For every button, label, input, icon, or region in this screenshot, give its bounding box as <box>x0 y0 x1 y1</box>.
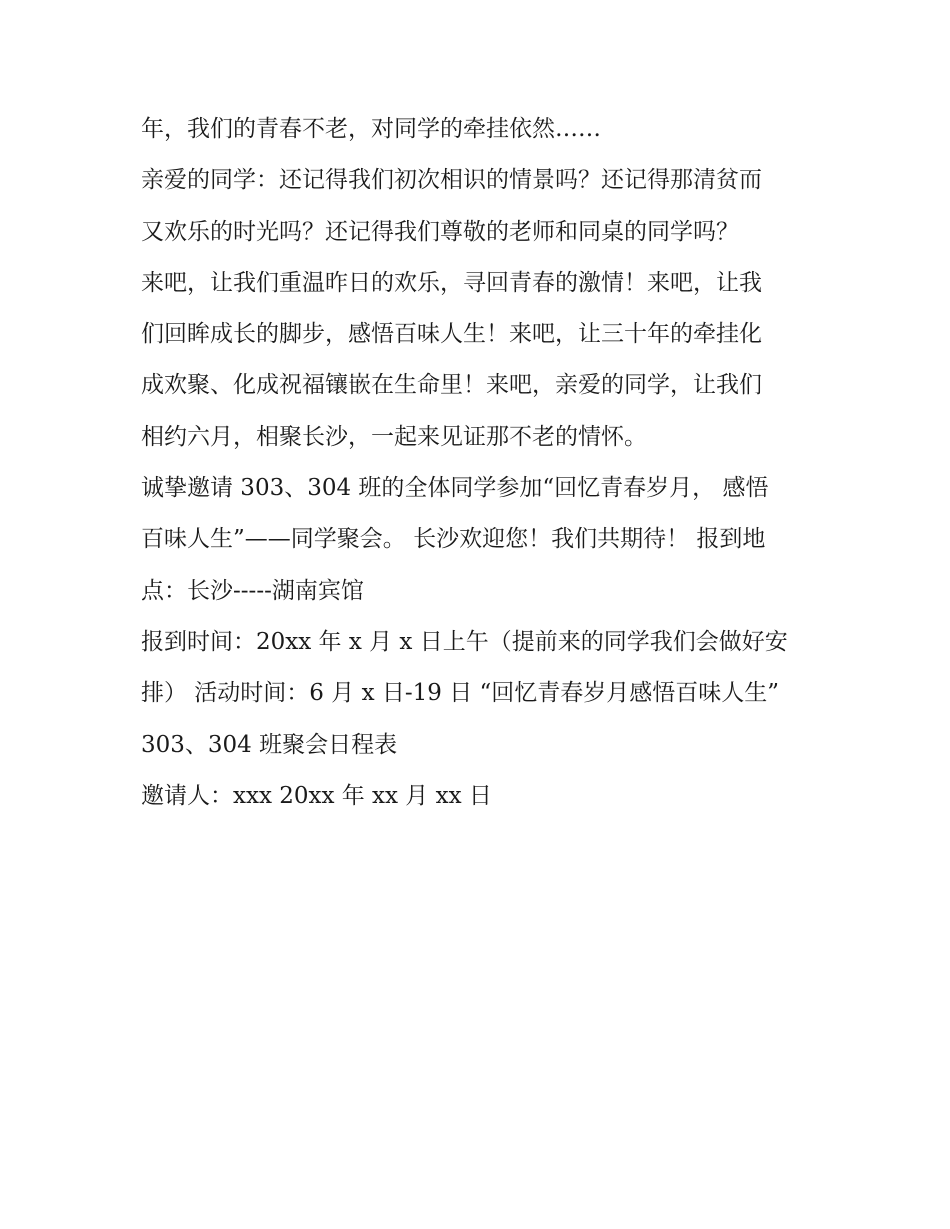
body-text <box>141 104 821 822</box>
text-line: 点：长沙-----湖南宾馆 <box>141 577 364 604</box>
text-line: 来吧，让我们重温昨日的欢乐，寻回青春的激情！来吧，让我 <box>141 269 762 296</box>
text-line: 年，我们的青春不老，对同学的牵挂依然…… <box>141 116 601 142</box>
text-line: 邀请人：xxx 20xx 年 xx 月 xx 日 <box>141 782 492 809</box>
text-line: 报到时间：20xx 年 x 月 x 日上午（提前来的同学我们会做好安 <box>141 628 788 655</box>
text-line: 们回眸成长的脚步，感悟百味人生！来吧，让三十年的牵挂化 <box>141 321 762 348</box>
text-line: 诚挚邀请 303、304 班的全体同学参加“回忆青春岁月， 感悟 <box>141 475 769 502</box>
text-line: 成欢聚、化成祝福镶嵌在生命里！来吧，亲爱的同学，让我们 <box>141 372 762 399</box>
text-line: 303、304 班聚会日程表 <box>141 731 398 758</box>
text-line: 又欢乐的时光吗？还记得我们尊敬的老师和同桌的同学吗？ <box>141 218 739 245</box>
text-line: 排） 活动时间：6 月 x 日-19 日 “回忆青春岁月感悟百味人生” <box>141 680 780 707</box>
text-line: 亲爱的同学：还记得我们初次相识的情景吗？还记得那清贫而 <box>141 167 762 194</box>
text-line: 相约六月，相聚长沙，一起来见证那不老的情怀。 <box>141 423 647 450</box>
text-line: 百味人生”——同学聚会。 长沙欢迎您！我们共期待！ 报到地 <box>141 526 766 553</box>
